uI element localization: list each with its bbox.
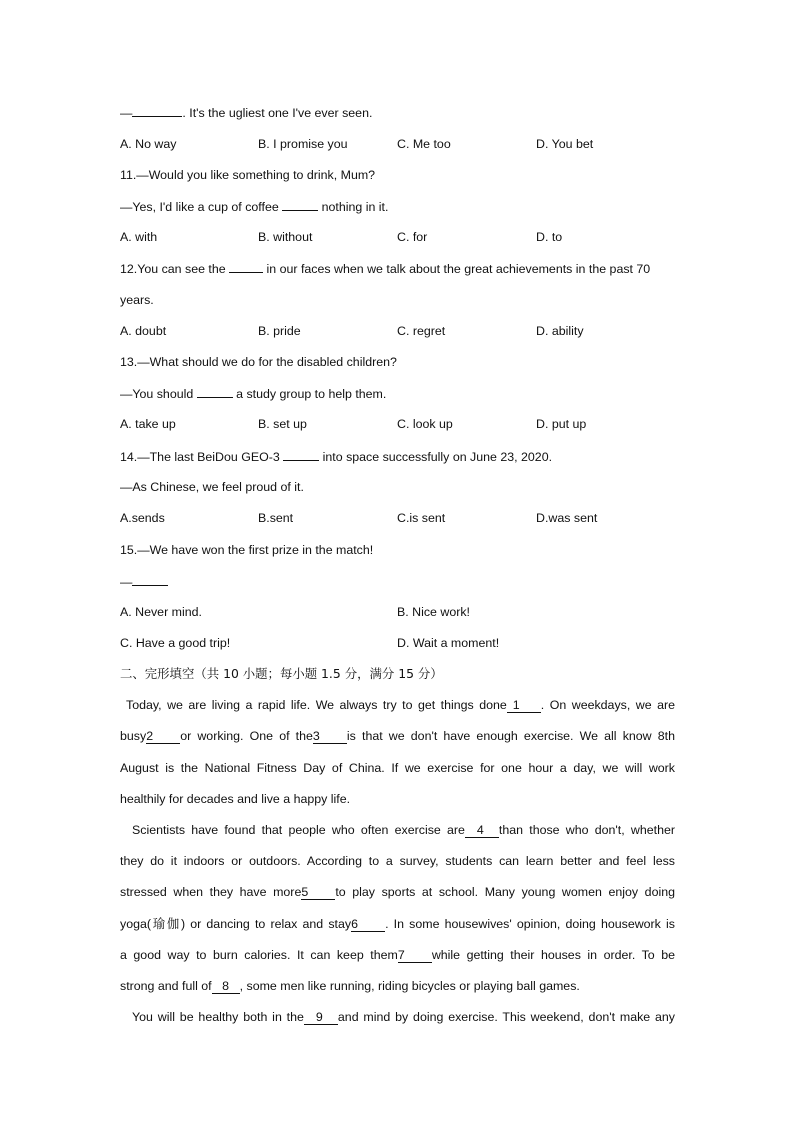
q14-stem	[120, 448, 552, 465]
q11-stem: 11.—Would you like something to drink, Mum?	[120, 168, 376, 182]
stem-text: —You should	[120, 387, 197, 401]
q15-response	[120, 573, 168, 590]
passage-text: or working. One of the	[180, 729, 313, 743]
option-c[interactable]: C. look up	[397, 417, 453, 431]
passage-text: a good way to burn calories. It can keep them	[120, 948, 398, 962]
option-c[interactable]: C.is sent	[397, 511, 446, 525]
q15-stem: 15.—We have won the first prize in the match!	[120, 543, 374, 557]
dash: —	[120, 106, 133, 120]
option-a[interactable]: A.sends	[120, 511, 165, 525]
stem-text: —Yes, I'd like a cup of coffee	[120, 200, 283, 214]
option-b[interactable]: B. pride	[258, 324, 301, 338]
q13-stem: 13.—What should we do for the disabled children?	[120, 355, 397, 369]
option-a[interactable]: A. doubt	[120, 324, 167, 338]
q10-stem	[120, 104, 372, 121]
cloze-blank-2[interactable]: 2	[146, 729, 180, 744]
stem-text: in our faces when we talk about the great achievements in the past 70	[263, 262, 651, 276]
option-d[interactable]: D. to	[536, 230, 563, 244]
option-a[interactable]: A. Never mind.	[120, 605, 202, 619]
option-a[interactable]: A. with	[120, 230, 158, 244]
passage-text: is that we don't have enough exercise. We all know 8th	[346, 729, 675, 743]
answer-blank[interactable]	[283, 448, 319, 461]
passage-line	[120, 728, 675, 744]
passage-line	[120, 822, 675, 838]
option-b[interactable]: B. I promise you	[258, 137, 348, 151]
q13-response	[120, 385, 386, 402]
section-heading: 二、完形填空（共 10 小题；每小题 1.5 分，满分 15 分）	[120, 666, 443, 681]
cloze-blank-9[interactable]: 9	[304, 1010, 338, 1025]
answer-blank[interactable]	[132, 104, 182, 117]
option-b[interactable]: B. Nice work!	[397, 605, 470, 619]
passage-text: while getting their houses in order. To be	[431, 948, 675, 962]
passage-line: healthily for decades and live a happy life.	[120, 792, 351, 806]
option-b[interactable]: B. set up	[258, 417, 307, 431]
option-b[interactable]: B. without	[258, 230, 313, 244]
option-c[interactable]: C. regret	[397, 324, 446, 338]
option-d[interactable]: D. You bet	[536, 137, 594, 151]
cloze-blank-6[interactable]: 6	[351, 917, 385, 932]
stem-text: 12.You can see the	[120, 262, 230, 276]
passage-line	[120, 916, 675, 932]
passage-text: , some men like running, riding bicycles or playing ball games.	[239, 979, 580, 993]
q11-response	[120, 198, 388, 215]
passage-line: August is the National Fitness Day of China. If we exercise for one hour a day, we will work	[120, 761, 675, 775]
answer-blank[interactable]	[282, 198, 318, 211]
cloze-blank-8[interactable]: 8	[212, 979, 240, 994]
cloze-blank-5[interactable]: 5	[301, 885, 335, 900]
passage-text: busy	[120, 729, 147, 743]
stem-text: a study group to help them.	[232, 387, 387, 401]
dash: —	[120, 575, 133, 589]
passage-line	[120, 978, 580, 994]
option-d[interactable]: D. put up	[536, 417, 587, 431]
answer-blank[interactable]	[229, 260, 263, 273]
passage-line: they do it indoors or outdoors. According to a survey, students can learn better and feel less	[120, 854, 675, 868]
q12-stem-cont: years.	[120, 293, 154, 307]
passage-text: stressed when they have more	[120, 885, 302, 899]
option-a[interactable]: A. take up	[120, 417, 176, 431]
q14-response: —As Chinese, we feel proud of it.	[120, 480, 304, 494]
passage-line	[120, 947, 675, 963]
cloze-blank-7[interactable]: 7	[398, 948, 432, 963]
stem-text: 14.—The last BeiDou GEO-3	[120, 450, 284, 464]
passage-text: and mind by doing exercise. This weekend, don't make any	[337, 1010, 675, 1024]
passage-line	[120, 697, 675, 713]
passage-text: to play sports at school. Many young women enjoy doing	[335, 885, 675, 899]
passage-text: . In some housewives' opinion, doing housework is	[385, 917, 675, 931]
answer-blank[interactable]	[132, 573, 168, 586]
passage-text: yoga(瑜伽) or dancing to relax and stay	[120, 917, 352, 931]
cloze-blank-3[interactable]: 3	[313, 729, 347, 744]
passage-text: . On weekdays, we are	[540, 698, 675, 712]
passage-text: strong and full of	[120, 979, 212, 993]
passage-line	[120, 1009, 675, 1025]
option-d[interactable]: D. ability	[536, 324, 584, 338]
option-b[interactable]: B.sent	[258, 511, 294, 525]
option-c[interactable]: C. for	[397, 230, 428, 244]
stem-text: into space successfully on June 23, 2020.	[319, 450, 553, 464]
cloze-blank-1[interactable]: 1	[507, 698, 541, 713]
option-d[interactable]: D. Wait a moment!	[397, 636, 500, 650]
stem-text: nothing in it.	[318, 200, 389, 214]
option-a[interactable]: A. No way	[120, 137, 177, 151]
option-c[interactable]: C. Me too	[397, 137, 451, 151]
stem-text: . It's the ugliest one I've ever seen.	[182, 106, 373, 120]
passage-text: You will be healthy both in the	[132, 1010, 304, 1024]
passage-text: Scientists have found that people who often exercise are	[132, 823, 465, 837]
q12-stem	[120, 260, 650, 277]
option-d[interactable]: D.was sent	[536, 511, 598, 525]
passage-line	[120, 884, 675, 900]
answer-blank[interactable]	[197, 385, 233, 398]
cloze-blank-4[interactable]: 4	[465, 823, 499, 838]
option-c[interactable]: C. Have a good trip!	[120, 636, 231, 650]
passage-text: Today, we are living a rapid life. We always try to get things done	[126, 698, 507, 712]
passage-text: than those who don't, whether	[498, 823, 675, 837]
